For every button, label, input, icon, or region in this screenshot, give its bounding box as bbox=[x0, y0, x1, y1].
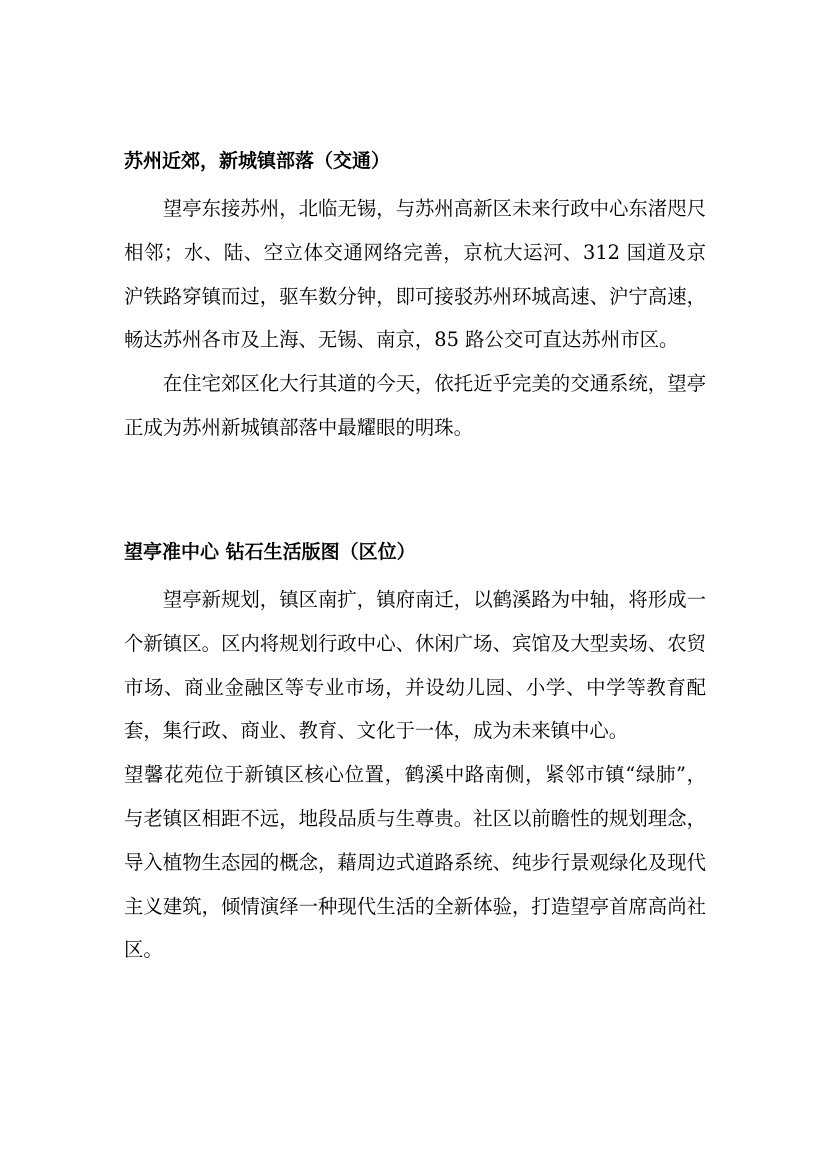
section-heading-location: 望亭准中心 钻石生活版图（区位） bbox=[124, 541, 416, 563]
paragraph: 在住宅郊区化大行其道的今天，依托近乎完美的交通系统，望亭正成为苏州新城镇部落中最耀眼的明珠。 bbox=[124, 372, 706, 439]
section-heading-transport: 苏州近郊，新城镇部落（交通） bbox=[124, 150, 391, 172]
section-body-location bbox=[124, 578, 706, 972]
paragraph: 望亭新规划，镇区南扩，镇府南迁，以鹤溪路为中轴，将形成一个新镇区。区内将规划行政中心、休闲广场、宾馆及大型卖场、农贸市场、商业金融区等专业市场，并设幼儿园、小学、中学等教育配套，集行政、商业、教育、文化于一体，成为未来镇中心。 bbox=[124, 588, 706, 743]
section-body-transport bbox=[124, 187, 706, 450]
paragraph: 望亭东接苏州，北临无锡，与苏州高新区未来行政中心东渚咫尺相邻；水、陆、空立体交通网络完善，京杭大运河、312 国道及京沪铁路穿镇而过，驱车数分钟，即可接驳苏州环城高速、沪宁高速，畅达苏州各市及上海、无锡、南京，85 路公交可直达苏州市区。 bbox=[124, 197, 706, 352]
paragraph: 望馨花苑位于新镇区核心位置，鹤溪中路南侧，紧邻市镇“绿肺”，与老镇区相距不远，地段品质与生尊贵。社区以前瞻性的规划理念，导入植物生态园的概念，藉周边式道路系统、纯步行景观绿化及现代主义建筑，倾情演绎一种现代生活的全新体验，打造望亭首席高尚社区。 bbox=[124, 763, 706, 962]
